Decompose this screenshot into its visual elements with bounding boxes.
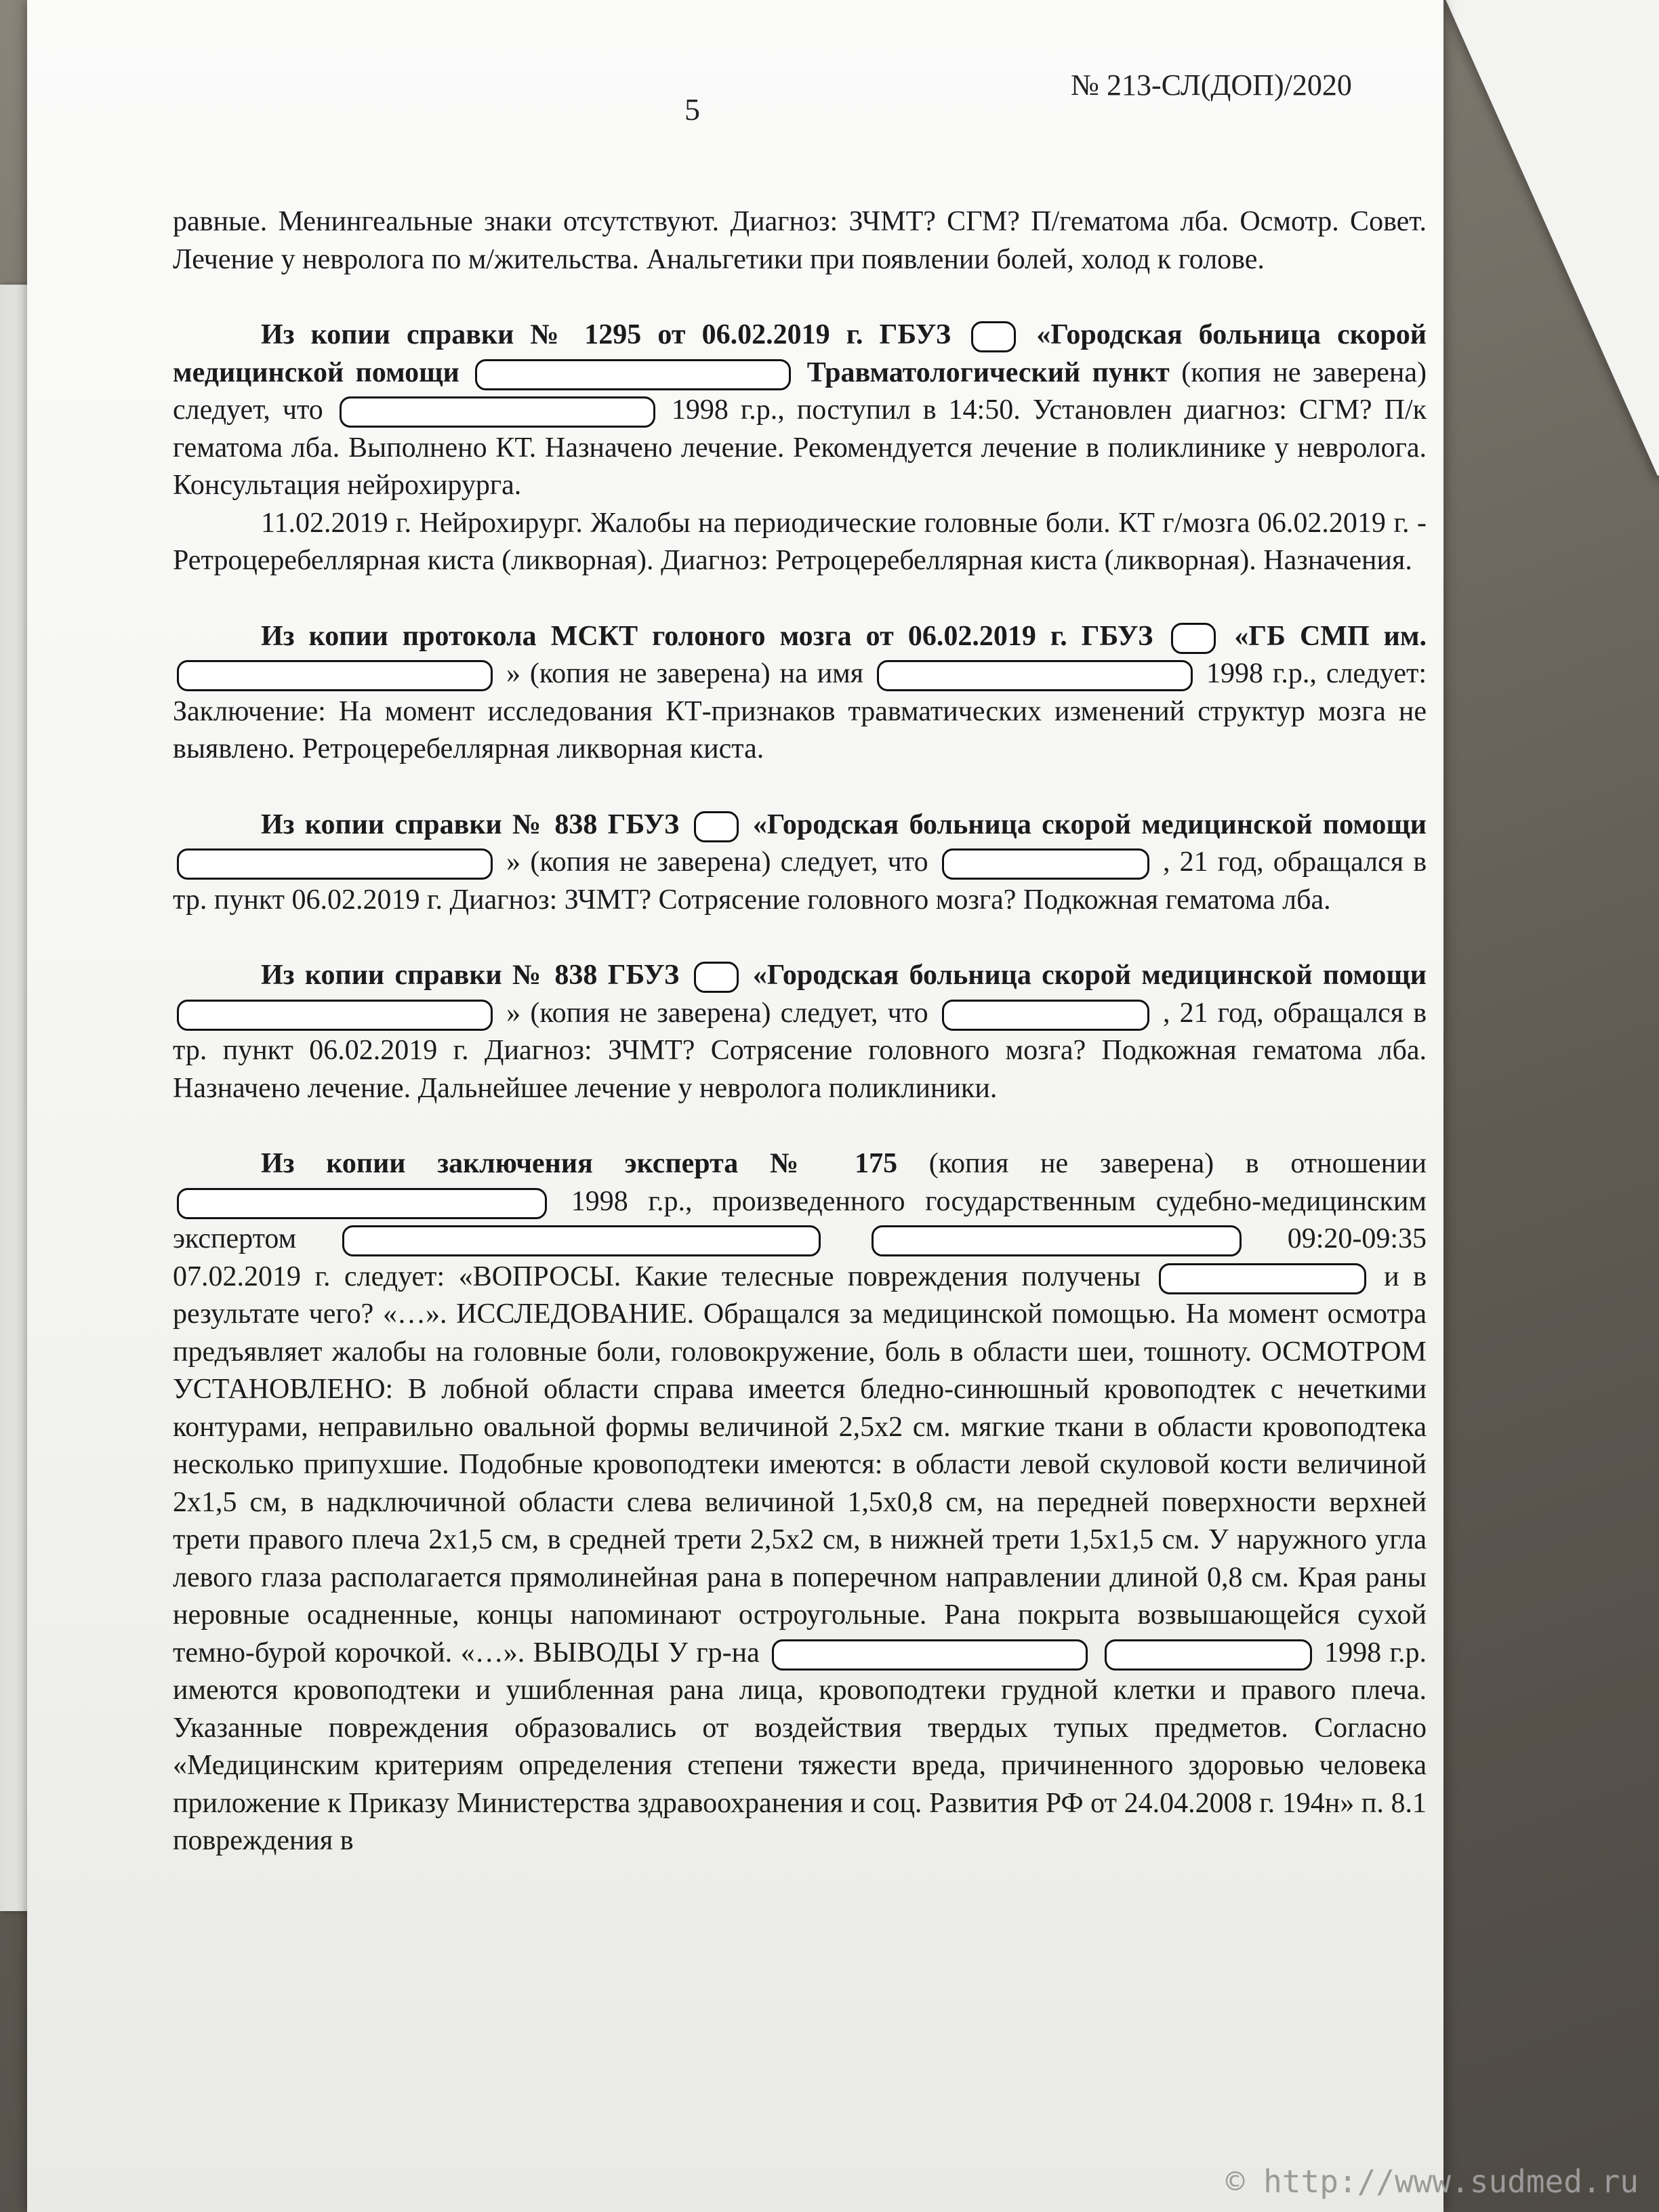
bold-heading: «Городская больница скорой медицинской помощи [752, 808, 1427, 840]
paragraph-msct-protocol [173, 618, 1427, 769]
text-run: » (копия не заверена) на имя [506, 658, 864, 689]
redaction-box [475, 359, 791, 390]
text-run: 11.02.2019 г. Нейрохирург. Жалобы на периодические головные боли. КТ г/мозга 06.02.2019 г. - Ретроцеребеллярная киста (ликворная). Диагноз: Ретроцеребеллярная киста (ликворная). Назначения. [173, 507, 1427, 576]
text-run: и в результате чего? «…». ИССЛЕДОВАНИЕ. Обращался за медицинской помощью. На момент осмотра предъявляет жалобы на головные боли, головокружение, боль в области шеи, тошноту. ОСМОТРОМ УСТАНОВЛЕНО: В лобной области справа имеется бледно-синюшный кровоподтек с нечеткими контурами, неправильно овальной формы величиной 2,5х2 см. мягкие ткани в области кровоподтека несколько припухшие. Подобные кровоподтеки имеются: в области левой скуловой кости величиной 2х1,5 см, в надключичной области слева величиной 1,5х0,8 см, на передней поверхности верхней трети правого плеча 2х1,5 см, в средней трети 2,5х2 см, в нижней трети 1,5х1,5 см. У наружного угла левого глаза располагается прямолинейная рана в поперечном направлении длиной 0,8 см. Края раны неровные осадненные, концы напоминают остроугольные. Рана покрыта возвышающейся сухой темно-бурой корочкой. «…». ВЫВОДЫ У гр-на [173, 1261, 1427, 1668]
text-run: , 21 год, обращался в тр. пункт 06.02.2019 г. Диагноз: ЗЧМТ? Сотрясение головного мозга? Подкожная гематома лба. Назначено лечение. Дальнейшее лечение у невролога поликлиники. [173, 997, 1427, 1104]
text-run: (копия не заверена) в отношении [928, 1148, 1427, 1179]
redaction-box [942, 848, 1149, 880]
text-run: равные. Менингеальные знаки отсутствуют. Диагноз: ЗЧМТ? СГМ? П/гематома лба. Осмотр. Совет. Лечение у невролога по м/жительства. Анальгетики при появлении болей, холод к голове. [173, 206, 1427, 275]
redaction-box [177, 1000, 493, 1031]
watermark: © http://www.sudmed.ru [1225, 2163, 1639, 2200]
text-run: 1998 г.р., произведенного государственным судебно-медицинским экспертом [173, 1185, 1427, 1254]
redaction-box [872, 1225, 1242, 1256]
paragraph-neurosurgeon [173, 505, 1427, 580]
bold-heading: Из копии справки № 838 ГБУЗ [261, 808, 680, 840]
redaction-box [694, 962, 739, 993]
paragraph-certificate-838-a [173, 806, 1427, 920]
bold-heading: Из копии протокола МСКТ голоного мозга от 06.02.2019 г. ГБУЗ [261, 620, 1153, 652]
bold-heading: Из копии заключения эксперта № 175 [261, 1148, 898, 1179]
redaction-box [772, 1639, 1088, 1671]
text-run: » (копия не заверена) следует, что [506, 997, 928, 1029]
document-body [173, 203, 1427, 1860]
paragraph-continuation [173, 203, 1427, 279]
redaction-box [1159, 1263, 1366, 1294]
redaction-box [177, 1188, 547, 1219]
text-run: 1998 г.р., следует: Заключение: На момент исследования КТ-признаков травматических изменений структур мозга не выявлено. Ретроцеребеллярная ликворная киста. [173, 658, 1427, 764]
bold-heading: Из копии справки № 838 ГБУЗ [261, 960, 680, 991]
document-page [27, 0, 1443, 2212]
paragraph-certificate-1295 [173, 316, 1427, 505]
redaction-box [1171, 623, 1216, 654]
redaction-box [342, 1225, 821, 1256]
document-number: № 213-СЛ(ДОП)/2020 [1071, 68, 1352, 102]
text-run: 1998 г.р. имеются кровоподтеки и ушибленная рана лица, кровоподтеки грудной клетки и правого плеча. Указанные повреждения образовались от воздействия твердых тупых предметов. Согласно «Медицинским критериям определения степени тяжести вреда, причиненного здоровью человека приложение к Приказу Министерства здравоохранения и соц. Развития РФ от 24.04.2008 г. 194н» п. 8.1 повреждения в [173, 1637, 1427, 1856]
paragraph-expert-conclusion [173, 1145, 1427, 1860]
bold-heading: «ГБ СМП им. [1234, 620, 1427, 652]
text-run: 09:20-09:35 07.02.2019 г. следует: «ВОПРОСЫ. Какие телесные повреждения получены [173, 1223, 1427, 1292]
redaction-box [971, 321, 1016, 352]
paragraph-certificate-838-b [173, 957, 1427, 1107]
text-run: , 21 год, обращался в тр. пункт 06.02.2019 г. Диагноз: ЗЧМТ? Сотрясение головного мозга? Подкожная гематома лба. [173, 846, 1427, 916]
redaction-box [1105, 1639, 1312, 1671]
redaction-box [340, 396, 655, 428]
redaction-box [942, 1000, 1149, 1031]
redaction-box [877, 660, 1193, 691]
text-run: 1998 г.р., поступил в 14:50. Установлен диагноз: СГМ? П/к гематома лба. Выполнено КТ. Назначено лечение. Рекомендуется лечение в поликлинике у невролога. Консультация нейрохирурга. [173, 394, 1427, 501]
text-run: » (копия не заверена) следует, что [506, 846, 928, 878]
redaction-box [177, 848, 493, 880]
redaction-box [694, 811, 739, 842]
text-run: (копия не заверена) следует, что [173, 356, 1427, 426]
bold-heading: Из копии справки № 1295 от 06.02.2019 г. ГБУЗ [261, 319, 951, 350]
redaction-box [177, 660, 493, 691]
bold-heading: Травматологический пункт [806, 356, 1170, 388]
bold-heading: «Городская больница скорой медицинской помощи [752, 960, 1427, 991]
page-number: 5 [684, 92, 700, 127]
bold-heading: «Городская больница скорой медицинской помощи [173, 319, 1427, 388]
